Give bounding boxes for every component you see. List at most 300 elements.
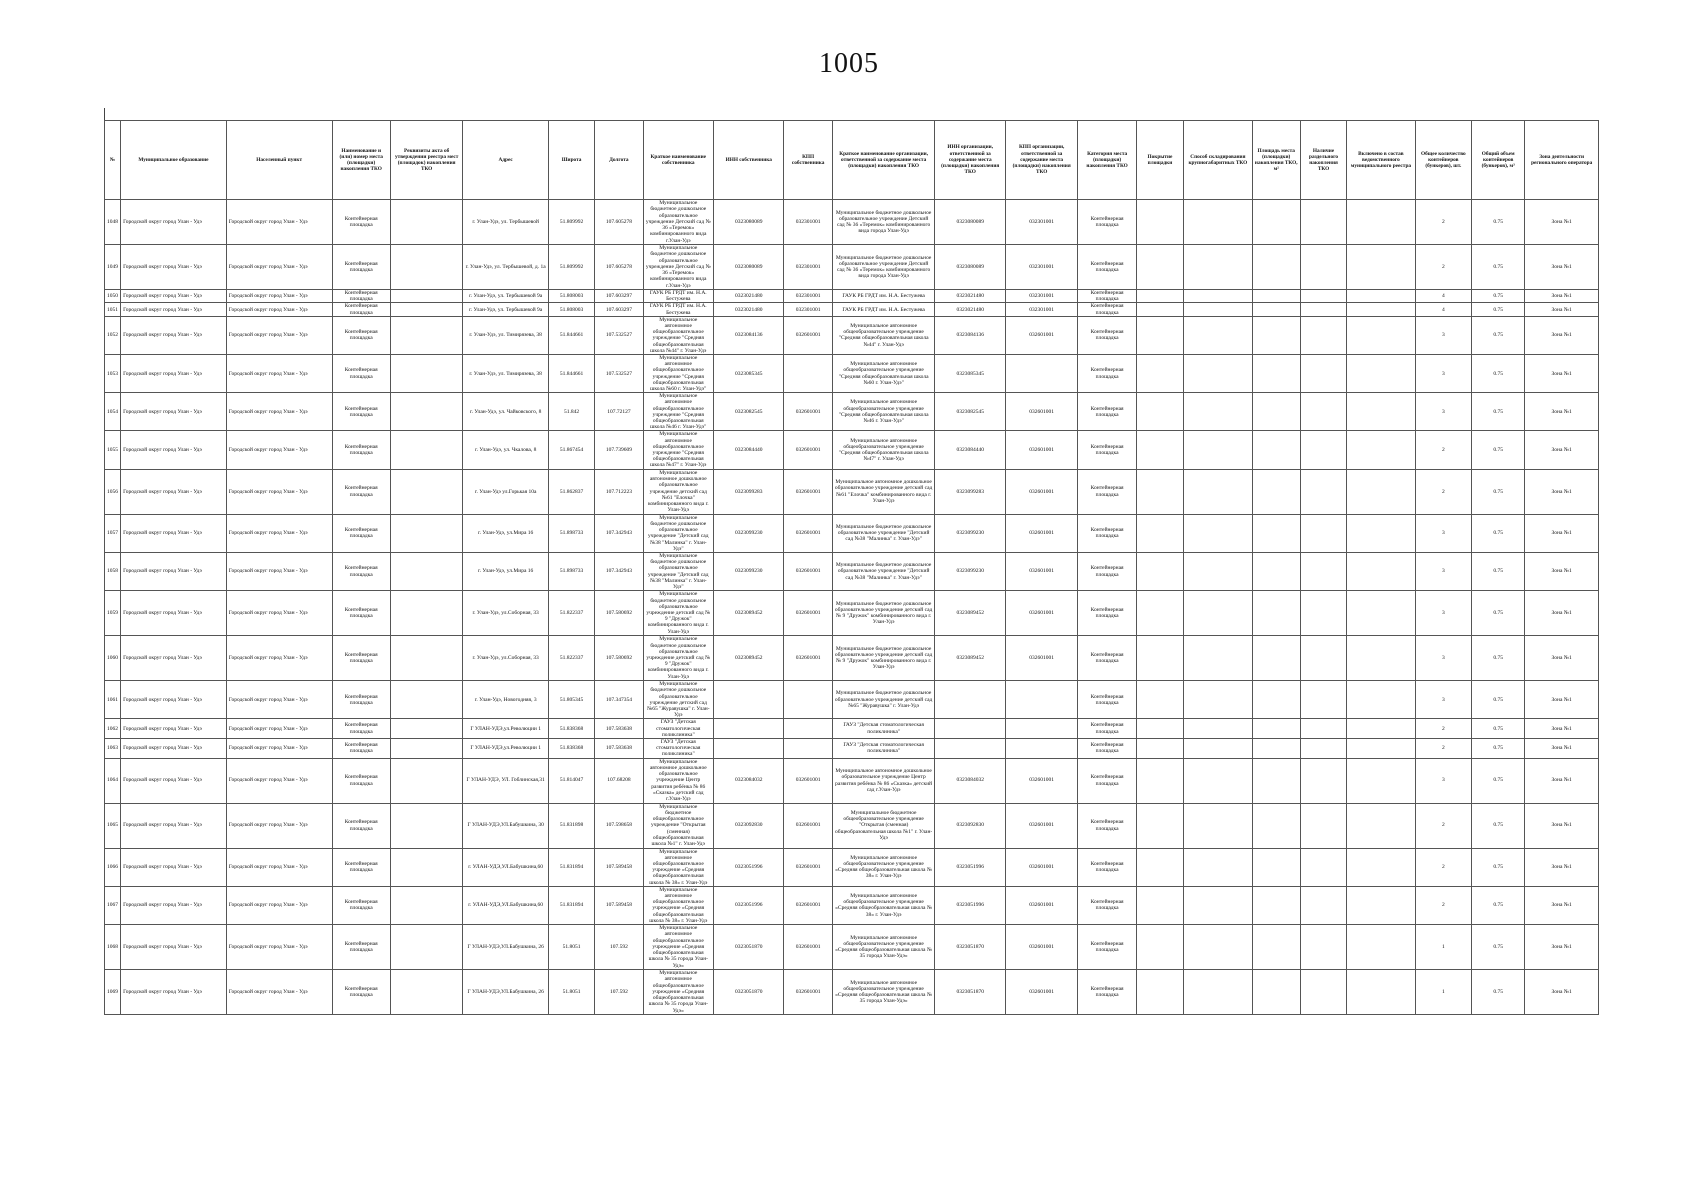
cell-org-kpp: 032601001 [1005,514,1077,552]
cell-owner: Муниципальное автономное общеобразовательное учреждение "Средняя общеобразовательная школа №44" г. Улан-Удэ [643,316,713,354]
cell-cnt: 3 [1415,316,1471,354]
cell-act [390,514,462,552]
cell-addr: Г УЛАН-УДЭ,ул.Революции 1 [463,719,549,739]
cell-way [1184,355,1252,393]
cell-kpp: 032301001 [784,290,832,303]
cell-inc [1347,925,1415,970]
cell-inc [1347,758,1415,803]
cell-cov [1136,738,1183,758]
cell-no: 1063 [105,738,121,758]
cell-kpp: 032601001 [784,758,832,803]
cell-zone: Зона №1 [1525,469,1599,514]
cell-area [1252,636,1300,681]
cell-sep [1300,245,1346,290]
cell-owner: Муниципальное бюджетное дошкольное образовательное учреждение детский сад № 9 "Дружок" комбинированного вида г. Улан-Удэ [643,636,713,681]
cell-inn [714,719,784,739]
cell-kpp: 032601001 [784,316,832,354]
cell-org: Муниципальное бюджетное дошкольное образовательное учреждение Детский сад № 36 «Теремок» комбинированного вида города Улан-Удэ [832,200,935,245]
cell-org-kpp: 032601001 [1005,393,1077,431]
cell-name: Контейнерная площадка [332,848,390,886]
cell-owner: Муниципальное бюджетное дошкольное образовательное учреждение "Детский сад №38 "Малинка" г. Улан-Удэ" [643,514,713,552]
cell-org: Муниципальное бюджетное дошкольное образовательное учреждение Детский сад № 36 «Теремок» комбинированного вида города Улан-Удэ [832,245,935,290]
cell-cov [1136,591,1183,636]
cell-name: Контейнерная площадка [332,316,390,354]
cell-lon: 107.603297 [595,303,643,316]
cell-cov [1136,431,1183,469]
column-header: Краткое наименование собственника [643,121,713,200]
cell-inc [1347,970,1415,1015]
cell-np: Городской округ город Улан - Удэ [226,393,332,431]
table-row [105,200,1599,245]
cell-addr: г. Улан-Удэ, ул. Чайковского, 8 [463,393,549,431]
cell-cnt: 3 [1415,636,1471,681]
cell-act [390,431,462,469]
column-header: Широта [548,121,594,200]
cell-name: Контейнерная площадка [332,803,390,848]
cell-np: Городской округ город Улан - Удэ [226,290,332,303]
cell-area [1252,552,1300,590]
cell-owner: ГАУК РБ ГРДТ им. Н.А. Бестужева [643,290,713,303]
cell-vol: 0.75 [1472,316,1525,354]
cell-cat: Контейнерная площадка [1078,303,1136,316]
cell-cat: Контейнерная площадка [1078,316,1136,354]
cell-zone: Зона №1 [1525,925,1599,970]
cell-vol: 0.75 [1472,719,1525,739]
cell-addr: г. Улан-Удэ, ул.Мира 16 [463,552,549,590]
cell-lat: 51.898733 [548,552,594,590]
cell-vol: 0.75 [1472,803,1525,848]
cell-addr: Г УЛАН-УДЭ,УЛ.Бабушкина, 30 [463,803,549,848]
cell-inn: 0323084136 [714,316,784,354]
cell-org-inn: 0323099283 [935,469,1005,514]
cell-kpp: 032601001 [784,552,832,590]
cell-org: Муниципальное автономное общеобразовательное учреждение "Средняя общеобразовательная школа №44" г. Улан-Удэ [832,316,935,354]
cell-inn: 0323092830 [714,803,784,848]
cell-sep [1300,886,1346,924]
cell-cov [1136,200,1183,245]
cell-addr: г. Улан-Удэ, ул. Чкалова, 8 [463,431,549,469]
cell-act [390,200,462,245]
cell-org-inn: 0323092830 [935,803,1005,848]
table-header-row [105,121,1599,200]
cell-org-kpp: 032601001 [1005,758,1077,803]
cell-area [1252,245,1300,290]
table-row [105,290,1599,303]
cell-no: 1068 [105,925,121,970]
table-row [105,925,1599,970]
table-row [105,738,1599,758]
cell-inc [1347,316,1415,354]
cell-sep [1300,738,1346,758]
cell-area [1252,758,1300,803]
cell-owner: Муниципальное бюджетное общеобразовательное учреждение "Открытая (сменная) общеобразовательная школа №1" г. Улан-Удэ [643,803,713,848]
column-header: Наименование и (или) номер места (площадки) накопления ТКО [332,121,390,200]
cell-org-inn: 0323051870 [935,970,1005,1015]
cell-np: Городской округ город Улан - Удэ [226,591,332,636]
cell-kpp: 032601001 [784,803,832,848]
cell-sep [1300,303,1346,316]
cell-act [390,245,462,290]
cell-np: Городской округ город Улан - Удэ [226,303,332,316]
cell-cat: Контейнерная площадка [1078,514,1136,552]
cell-np: Городской округ город Улан - Удэ [226,200,332,245]
cell-no: 1054 [105,393,121,431]
cell-cov [1136,886,1183,924]
cell-inc [1347,681,1415,719]
cell-zone: Зона №1 [1525,303,1599,316]
cell-lat: 51.862837 [548,469,594,514]
cell-cov [1136,316,1183,354]
table-row [105,758,1599,803]
cell-addr: г. Улан-Удэ, ул. Тербышевой 9а [463,303,549,316]
cell-sep [1300,758,1346,803]
cell-zone: Зона №1 [1525,636,1599,681]
cell-mo: Городской округ город Улан - Удэ [121,886,227,924]
table-body [105,200,1599,1015]
cell-zone: Зона №1 [1525,316,1599,354]
cell-mo: Городской округ город Улан - Удэ [121,245,227,290]
cell-cov [1136,393,1183,431]
cell-way [1184,803,1252,848]
cell-addr: г. Улан-Удэ, ул. Тербышевой, д. 1а [463,245,549,290]
cell-inc [1347,469,1415,514]
cell-lon: 107.347354 [595,681,643,719]
cell-area [1252,200,1300,245]
cell-cat: Контейнерная площадка [1078,719,1136,739]
cell-sep [1300,925,1346,970]
cell-cat: Контейнерная площадка [1078,469,1136,514]
cell-zone: Зона №1 [1525,514,1599,552]
cell-np: Городской округ город Улан - Удэ [226,925,332,970]
cell-no: 1055 [105,431,121,469]
cell-cov [1136,245,1183,290]
cell-addr: г. Улан-Удэ ул.Горькая 10а [463,469,549,514]
cell-lon: 107.605278 [595,245,643,290]
cell-org-kpp: 032601001 [1005,316,1077,354]
cell-cnt: 3 [1415,758,1471,803]
cell-vol: 0.75 [1472,886,1525,924]
cell-owner: Муниципальное автономное дошкольное образовательное учреждение Центр развития ребёнка № 86 «Сказка» детский сад г.Улан-Удэ [643,758,713,803]
cell-act [390,316,462,354]
cell-addr: г. Улан-Удэ, ул.Соборная, 33 [463,636,549,681]
cell-np: Городской округ город Улан - Удэ [226,514,332,552]
cell-addr: г. Улан-Удэ, ул.Мира 16 [463,514,549,552]
cell-zone: Зона №1 [1525,970,1599,1015]
cell-zone: Зона №1 [1525,886,1599,924]
cell-org: Муниципальное автономное общеобразовательное учреждение «Средняя общеобразовательная школа № 35 города Улан-Удэ» [832,925,935,970]
cell-no: 1066 [105,848,121,886]
registry-table [104,120,1599,1015]
cell-vol: 0.75 [1472,469,1525,514]
cell-owner: Муниципальное бюджетное дошкольное образовательное учреждение детский сад № 9 "Дружок" комбинированного вида г. Улан-Удэ [643,591,713,636]
cell-cov [1136,758,1183,803]
cell-area [1252,886,1300,924]
cell-org: Муниципальное бюджетное дошкольное образовательное учреждение "Детский сад №38 "Малинка" г. Улан-Удэ" [832,514,935,552]
table-row [105,431,1599,469]
cell-np: Городской округ город Улан - Удэ [226,758,332,803]
cell-name: Контейнерная площадка [332,886,390,924]
cell-cnt: 1 [1415,925,1471,970]
cell-owner: ГАУЗ "Детская стоматологическая поликлиника" [643,719,713,739]
cell-cov [1136,848,1183,886]
cell-inc [1347,803,1415,848]
cell-area [1252,431,1300,469]
table-row [105,393,1599,431]
table-row [105,848,1599,886]
cell-zone: Зона №1 [1525,200,1599,245]
cell-addr: Г УЛАН-УДЭ,УЛ.Бабушкина, 26 [463,970,549,1015]
cell-lat: 51.822337 [548,591,594,636]
cell-cnt: 3 [1415,514,1471,552]
cell-zone: Зона №1 [1525,758,1599,803]
cell-cov [1136,552,1183,590]
cell-vol: 0.75 [1472,738,1525,758]
cell-area [1252,514,1300,552]
cell-org-inn: 0323080089 [935,200,1005,245]
cell-way [1184,393,1252,431]
cell-addr: г. Улан-Удэ, ул. Тимирязева, 38 [463,355,549,393]
cell-way [1184,245,1252,290]
cell-act [390,886,462,924]
cell-addr: г. Улан-Удэ, ул. Тербышевой 9а [463,290,549,303]
cell-kpp: 032601001 [784,591,832,636]
cell-org-inn: 0323051996 [935,848,1005,886]
cell-zone: Зона №1 [1525,431,1599,469]
cell-name: Контейнерная площадка [332,758,390,803]
cell-sep [1300,681,1346,719]
cell-cat: Контейнерная площадка [1078,245,1136,290]
cell-lat: 51.838368 [548,738,594,758]
cell-cov [1136,970,1183,1015]
cell-lon: 107.342943 [595,552,643,590]
cell-lat: 51.814047 [548,758,594,803]
cell-org-inn: 0323099230 [935,552,1005,590]
cell-inc [1347,886,1415,924]
cell-way [1184,758,1252,803]
cell-cov [1136,290,1183,303]
cell-cat: Контейнерная площадка [1078,681,1136,719]
cell-inn: 0323089452 [714,636,784,681]
cell-way [1184,886,1252,924]
cell-inc [1347,552,1415,590]
cell-org: Муниципальное автономное общеобразовательное учреждение «Средняя общеобразовательная школа № 35 города Улан-Удэ» [832,970,935,1015]
cell-zone: Зона №1 [1525,681,1599,719]
cell-lat: 51.844661 [548,355,594,393]
cell-vol: 0.75 [1472,758,1525,803]
cell-no: 1061 [105,681,121,719]
page-number: 1005 [819,48,879,79]
cell-lon: 107.580692 [595,636,643,681]
cell-np: Городской округ город Улан - Удэ [226,848,332,886]
cell-cat: Контейнерная площадка [1078,758,1136,803]
cell-inc [1347,738,1415,758]
cell-lat: 51.8051 [548,970,594,1015]
column-header: КПП собственника [784,121,832,200]
cell-lon: 107.589458 [595,848,643,886]
cell-way [1184,925,1252,970]
cell-name: Контейнерная площадка [332,431,390,469]
cell-name: Контейнерная площадка [332,681,390,719]
cell-lon: 107.598658 [595,803,643,848]
cell-sep [1300,200,1346,245]
table-row [105,355,1599,393]
cell-inc [1347,303,1415,316]
cell-area [1252,316,1300,354]
cell-name: Контейнерная площадка [332,970,390,1015]
cell-owner: Муниципальное бюджетное дошкольное образовательное учреждение Детский сад № 36 «Теремок» комбинированного вида г.Улан-Удэ [643,200,713,245]
cell-area [1252,290,1300,303]
cell-act [390,393,462,431]
cell-cat: Контейнерная площадка [1078,848,1136,886]
cell-way [1184,316,1252,354]
cell-inn: 0323099230 [714,514,784,552]
cell-way [1184,514,1252,552]
cell-kpp: 032601001 [784,514,832,552]
cell-org-inn: 0323080089 [935,245,1005,290]
cell-org-kpp: 032601001 [1005,636,1077,681]
cell-act [390,552,462,590]
cell-vol: 0.75 [1472,636,1525,681]
cell-cnt: 3 [1415,355,1471,393]
cell-lat: 51.898733 [548,514,594,552]
column-header: Покрытие площадки [1136,121,1183,200]
cell-inn [714,738,784,758]
cell-cov [1136,303,1183,316]
cell-org-inn [935,738,1005,758]
cell-mo: Городской округ город Улан - Удэ [121,431,227,469]
cell-addr: г. Улан-Удэ, ул. Тербышевой [463,200,549,245]
cell-cov [1136,925,1183,970]
cell-no: 1059 [105,591,121,636]
cell-cnt: 2 [1415,738,1471,758]
cell-zone: Зона №1 [1525,848,1599,886]
cell-org-inn: 0323085345 [935,355,1005,393]
cell-way [1184,200,1252,245]
cell-inn: 0323084032 [714,758,784,803]
cell-no: 1062 [105,719,121,739]
cell-way [1184,431,1252,469]
cell-owner: Муниципальное бюджетное дошкольное образовательное учреждение "Детский сад №38 "Малинка" г. Улан-Удэ" [643,552,713,590]
table-row [105,636,1599,681]
cell-name: Контейнерная площадка [332,552,390,590]
cell-lat: 51.842 [548,393,594,431]
cell-area [1252,719,1300,739]
cell-mo: Городской округ город Улан - Удэ [121,469,227,514]
column-header: КПП организации, ответственной за содержание места (площадки) накопления ТКО [1005,121,1077,200]
cell-org: Муниципальное автономное общеобразовательное учреждение «Средняя общеобразовательная школа № 38» г. Улан-Удэ [832,886,935,924]
cell-sep [1300,719,1346,739]
cell-inc [1347,636,1415,681]
cell-org: Муниципальное автономное дошкольное образовательное учреждение детский сад №61 "Елочка" комбинированного вида г. Улан-Удэ [832,469,935,514]
cell-sep [1300,848,1346,886]
cell-no: 1051 [105,303,121,316]
cell-mo: Городской округ город Улан - Удэ [121,200,227,245]
cell-org: Муниципальное автономное общеобразовательное учреждение "Средняя общеобразовательная школа №47" г. Улан-Удэ [832,431,935,469]
cell-cat: Контейнерная площадка [1078,738,1136,758]
cell-vol: 0.75 [1472,552,1525,590]
cell-addr: г. Улан-Удэ, Новогодняя, 3 [463,681,549,719]
cell-way [1184,681,1252,719]
cell-np: Городской округ город Улан - Удэ [226,552,332,590]
cell-inc [1347,290,1415,303]
cell-vol: 0.75 [1472,355,1525,393]
cell-act [390,803,462,848]
cell-kpp [784,355,832,393]
cell-sep [1300,393,1346,431]
cell-org-kpp: 032601001 [1005,886,1077,924]
column-header: Наличие раздельного накопления ТКО [1300,121,1346,200]
cell-cnt: 3 [1415,393,1471,431]
column-header: Общий объем контейнеров (бункеров), м³ [1472,121,1525,200]
cell-vol: 0.75 [1472,848,1525,886]
cell-act [390,591,462,636]
cell-cnt: 2 [1415,469,1471,514]
cell-name: Контейнерная площадка [332,290,390,303]
cell-cnt: 4 [1415,303,1471,316]
cell-kpp: 032301001 [784,245,832,290]
cell-no: 1048 [105,200,121,245]
cell-lon: 107.342943 [595,514,643,552]
column-header: ИНН организации, ответственной за содержание места (площадки) накопления ТКО [935,121,1005,200]
cell-sep [1300,636,1346,681]
cell-inn: 0323021480 [714,303,784,316]
cell-lon: 107.603297 [595,290,643,303]
cell-org: Муниципальное бюджетное дошкольное образовательное учреждение "Детский сад №38 "Малинка" г. Улан-Удэ" [832,552,935,590]
cell-owner: Муниципальное бюджетное дошкольное образовательное учреждение Детский сад № 36 «Теремок» комбинированного вида г.Улан-Удэ [643,245,713,290]
cell-cnt: 2 [1415,886,1471,924]
cell-inn: 0323051870 [714,925,784,970]
cell-sep [1300,469,1346,514]
cell-lat: 51.809992 [548,245,594,290]
cell-kpp: 032601001 [784,636,832,681]
cell-addr: Г УЛАН-УДЭ, УЛ. Гоблинская,31 [463,758,549,803]
cell-name: Контейнерная площадка [332,355,390,393]
cell-sep [1300,552,1346,590]
cell-owner: Муниципальное автономное общеобразовательное учреждение «Средняя общеобразовательная школа № 35 города Улан-Удэ» [643,925,713,970]
cell-cnt: 2 [1415,245,1471,290]
cell-zone: Зона №1 [1525,591,1599,636]
cell-lon: 107.712223 [595,469,643,514]
cell-org-inn: 0323084136 [935,316,1005,354]
cell-inn: 0323099283 [714,469,784,514]
table-row [105,970,1599,1015]
cell-name: Контейнерная площадка [332,925,390,970]
table-row [105,514,1599,552]
cell-cnt: 4 [1415,290,1471,303]
cell-inn: 0323051996 [714,848,784,886]
cell-no: 1057 [105,514,121,552]
cell-no: 1056 [105,469,121,514]
cell-zone: Зона №1 [1525,803,1599,848]
cell-mo: Городской округ город Улан - Удэ [121,681,227,719]
cell-addr: Г УЛАН-УДЭ,УЛ.Бабушкина, 26 [463,925,549,970]
table-row [105,803,1599,848]
cell-addr: г. Улан-Удэ, ул.Соборная, 33 [463,591,549,636]
cell-owner: Муниципальное автономное общеобразовательное учреждение «Средняя общеобразовательная школа № 35 города Улан-Удэ» [643,970,713,1015]
cell-np: Городской округ город Улан - Удэ [226,719,332,739]
cell-way [1184,970,1252,1015]
cell-name: Контейнерная площадка [332,591,390,636]
cell-org-inn [935,719,1005,739]
cell-owner: Муниципальное автономное дошкольное образовательное учреждение детский сад №61 "Елочка" комбинированного вида г. Улан-Удэ [643,469,713,514]
cell-no: 1050 [105,290,121,303]
cell-org-kpp: 032301001 [1005,290,1077,303]
cell-inn: 0323021480 [714,290,784,303]
column-header: Категория места (площадки) накопления ТКО [1078,121,1136,200]
cell-cnt: 2 [1415,803,1471,848]
cell-way [1184,848,1252,886]
cell-area [1252,848,1300,886]
